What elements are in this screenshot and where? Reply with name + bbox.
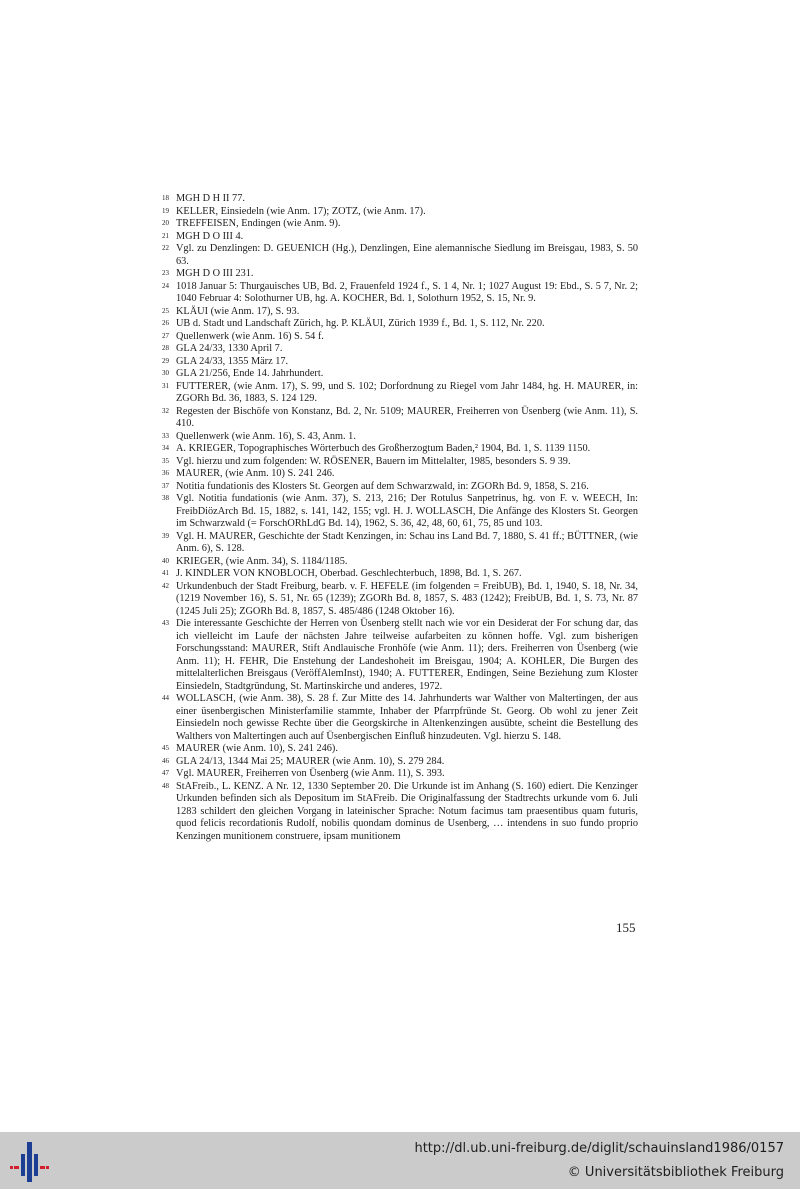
footnote: [162, 406, 638, 431]
footnote-number: 44: [162, 694, 169, 702]
footnote-text: A. KRIEGER, Topographisches Wörterbuch des Großherzogtum Baden,² 1904, Bd. 1, S. 1139 1150.: [176, 443, 591, 454]
footnote-text: KELLER, Einsiedeln (wie Anm. 17); ZOTZ, (wie Anm. 17).: [176, 205, 426, 217]
footnote-text: Quellenwerk (wie Anm. 16), S. 43, Anm. 1.: [176, 430, 356, 442]
footnote-text: StAFreib., L. KENZ. A Nr. 12, 1330 September 20. Die Urkunde ist im Anhang (S. 160) ediert. Die Kenzinger Urkunden befinden sich als Depositum im StAFreib. Die Originalfassung der Stadtrechts urkunde vom 6. Juli 1283 schildert den gleichen Vorgang in lateinischer Sprache: Notum facimus tam praesentibus quam futuris, quod felicis recordationis Rudolf, nobilis quondam dominus de Usenberg, … intendens in suo fundo proprio Kenzingen munitionem construere, ipsam munitionem: [176, 780, 638, 842]
footnote-number: 22: [162, 244, 169, 252]
footnote: [162, 493, 638, 531]
footnote-text: WOLLASCH, (wie Anm. 38), S. 28 f. Zur Mitte des 14. Jahrhunderts war Walther von Maltertingen, der aus einer üsenbergischen Ministerfamilie stammte, Inhaber der Pfarrpfründe St. Georg. Ob wohl zu jener Zeit Einsiedeln noch gewisse Rechte über die Georgskirche in Altenkenzingen ausübte, scheint die Bestellung des Walthers von Maltertingen auch auf Üsenbergischen Einfluß hinzudeuten. Vgl. hierzu S. 148.: [176, 693, 638, 742]
footnote: [162, 356, 638, 369]
footnote-text: J. KINDLER VON KNOBLOCH, Oberbad. Geschlechterbuch, 1898, Bd. 1, S. 267.: [176, 568, 522, 579]
footnote-number: 37: [162, 481, 169, 490]
footnote-number: 48: [162, 781, 169, 790]
footnote: [162, 331, 638, 344]
footnote: [162, 381, 638, 406]
footnote-text: MGH D O III 231.: [176, 268, 254, 279]
footnote: [162, 556, 638, 569]
footnote: [162, 193, 638, 206]
footnote-text: Regesten der Bischöfe von Konstanz, Bd. 2, Nr. 5109; MAURER, Freiherren von Üsenberg (wie Anm. 11), S. 410.: [176, 405, 638, 429]
footnote-number: 26: [162, 319, 169, 327]
copyright-notice: © Universitätsbibliothek Freiburg: [567, 1165, 784, 1180]
ub-freiburg-logo-icon: [10, 1140, 50, 1184]
footnote-number: 38: [162, 494, 169, 502]
footnote-text: Vgl. H. MAURER, Geschichte der Stadt Kenzingen, in: Schau ins Land Bd. 7, 1880, S. 41 ff.; BÜTTNER, (wie Anm. 6), S. 128.: [176, 530, 638, 554]
footnote-text: MAURER (wie Anm. 10), S. 241 246).: [176, 743, 338, 754]
footnote-number: 27: [162, 331, 169, 340]
footnote-number: 30: [162, 369, 169, 377]
footnote: [162, 618, 638, 693]
footnote: [162, 431, 638, 444]
footnote-text: MGH D H II 77.: [176, 193, 245, 204]
footnote-text: GLA 24/33, 1355 März 17.: [176, 355, 289, 367]
footnote-text: GLA 24/33, 1330 April 7.: [176, 343, 283, 354]
footnote-number: 24: [162, 281, 169, 290]
footnote-text: FUTTERER, (wie Anm. 17), S. 99, und S. 102; Dorfordnung zu Riegel vom Jahr 1484, hg. H. MAURER, in: ZGORh Bd. 36, 1883, S. 124 129.: [176, 380, 638, 404]
footnote-number: 46: [162, 756, 169, 765]
footnote-number: 28: [162, 344, 169, 352]
footnote: [162, 481, 638, 494]
footnote-number: 35: [162, 456, 169, 465]
footnote: [162, 468, 638, 481]
footnote-number: 33: [162, 431, 169, 440]
footnote-number: 19: [162, 206, 169, 215]
footnote-number: 36: [162, 469, 169, 477]
footnote-number: 21: [162, 231, 169, 240]
footnote-number: 34: [162, 444, 169, 452]
footnote: [162, 268, 638, 281]
footnote: [162, 568, 638, 581]
footnote: [162, 306, 638, 319]
footnotes-block: [162, 193, 638, 843]
footnote-text: Notitia fundationis des Klosters St. Georgen auf dem Schwarzwald, in: ZGORh Bd. 9, 1858, S. 216.: [176, 480, 589, 492]
footnote-text: Vgl. hierzu und zum folgenden: W. RÖSENER, Bauern im Mittelalter, 1985, besonders S. 9 39.: [176, 455, 571, 467]
footnote: [162, 368, 638, 381]
footnote: [162, 693, 638, 743]
footnote: [162, 756, 638, 769]
footnote-number: 18: [162, 194, 169, 202]
footnote: [162, 343, 638, 356]
footnote: [162, 743, 638, 756]
footnote-text: MAURER, (wie Anm. 10) S. 241 246.: [176, 468, 335, 479]
footnote-text: Quellenwerk (wie Anm. 16) S. 54 f.: [176, 330, 324, 342]
viewer-footer-bar: [0, 1132, 800, 1189]
footnote-text: Vgl. Notitia fundationis (wie Anm. 37), S. 213, 216; Der Rotulus Sanpetrinus, hg. von F. v. WEECH, In: FreibDiözArch Bd. 15, 1882, s. 141, 142, 155; vgl. H. J. WOLLASCH, Die Anfänge des Klosters St. Georgen im Schwarzwald (= ForschORhLdG Bd. 14), 1962, S. 36, 42, 48, 60, 61, 75, 85 und 103.: [176, 493, 638, 529]
footnote: [162, 218, 638, 231]
permalink-url[interactable]: http://dl.ub.uni-freiburg.de/diglit/schauinsland1986/0157: [414, 1141, 784, 1156]
footnote-text: GLA 21/256, Ende 14. Jahrhundert.: [176, 368, 324, 379]
page-number: 155: [616, 920, 636, 935]
footnote-number: 31: [162, 381, 169, 390]
footnote: [162, 231, 638, 244]
footnote-text: KLÄUI (wie Anm. 17), S. 93.: [176, 305, 300, 317]
footnote-text: Die interessante Geschichte der Herren von Üsenberg stellt nach wie vor ein Desiderat der For schung dar, das ich vielleicht im Laufe der nächsten Jahre teilweise aufarbeiten zu können hoffe. Vgl. zum bisherigen Forschungsstand: MAURER, Stift Andlauische Fronhöfe (wie Anm. 11); ders. Freiherren von Üsenberg (wie Anm. 11); H. FEHR, Die Enstehung der Landeshoheit im Breisgau, 1904; A. KOHLER, Die Burgen des mittelalterlichen Breisgaus (VeröffAlemInst), 1940; A. FUTTERER, Endingen, Seine Beziehung zum Kloster Einsiedeln, Stadtgründung, St. Martinskirche und anderes, 1972.: [176, 618, 638, 692]
footnote: [162, 531, 638, 556]
footnote-number: 32: [162, 406, 169, 415]
footnote-number: 23: [162, 269, 169, 277]
footnote-number: 47: [162, 769, 169, 777]
footnote-text: TREFFEISEN, Endingen (wie Anm. 9).: [176, 218, 341, 229]
footnote: [162, 281, 638, 306]
footnote: [162, 781, 638, 844]
footnote-number: 42: [162, 581, 169, 590]
footnote: [162, 768, 638, 781]
footnote: [162, 206, 638, 219]
footnote-number: 45: [162, 744, 169, 752]
footnote: [162, 581, 638, 619]
footnote-number: 41: [162, 569, 169, 577]
footnote-text: MGH D O III 4.: [176, 230, 244, 242]
footnote: [162, 318, 638, 331]
footnote-text: UB d. Stadt und Landschaft Zürich, hg. P. KLÄUI, Zürich 1939 f., Bd. 1, S. 112, Nr. 220.: [176, 318, 545, 329]
footnote: [162, 243, 638, 268]
footnote-text: Vgl. zu Denzlingen: D. GEUENICH (Hg.), Denzlingen, Eine alemannische Siedlung im Breisgau, 1983, S. 50 63.: [176, 243, 638, 267]
footnote-number: 29: [162, 356, 169, 365]
footnote-text: KRIEGER, (wie Anm. 34), S. 1184/1185.: [176, 555, 348, 567]
footnote: [162, 443, 638, 456]
footnote-number: 40: [162, 556, 169, 565]
footnote-text: 1018 Januar 5: Thurgauisches UB, Bd. 2, Frauenfeld 1924 f., S. 1 4, Nr. 1; 1027 August 19: Ebd., S. 5 7, Nr. 2; 1040 Februar 4: Solothurner UB, hg. A. KOCHER, Bd. 1, Solothurn 1952, S. 15, Nr. 9.: [176, 280, 638, 304]
footnote-text: GLA 24/13, 1344 Mai 25; MAURER (wie Anm. 10), S. 279 284.: [176, 755, 445, 767]
footnote-number: 39: [162, 531, 169, 540]
footnote-number: 43: [162, 619, 169, 627]
footnote-number: 20: [162, 219, 169, 227]
footnote-text: Urkundenbuch der Stadt Freiburg, bearb. v. F. HEFELE (im folgenden = FreibUB), Bd. 1, 1940, S. 18, Nr. 34, (1219 November 16), S. 51, Nr. 65 (1239); ZGORh Bd. 8, 1857, S. 483 (1242); FreibUB, Bd. 1, S. 73, Nr. 87 (1245 Juli 25); ZGORh Bd. 8, 1857, S. 485/486 (1248 Oktober 16).: [176, 580, 638, 617]
footnote-number: 25: [162, 306, 169, 315]
footnote-text: Vgl. MAURER, Freiherren von Üsenberg (wie Anm. 11), S. 393.: [176, 768, 445, 779]
footnote: [162, 456, 638, 469]
